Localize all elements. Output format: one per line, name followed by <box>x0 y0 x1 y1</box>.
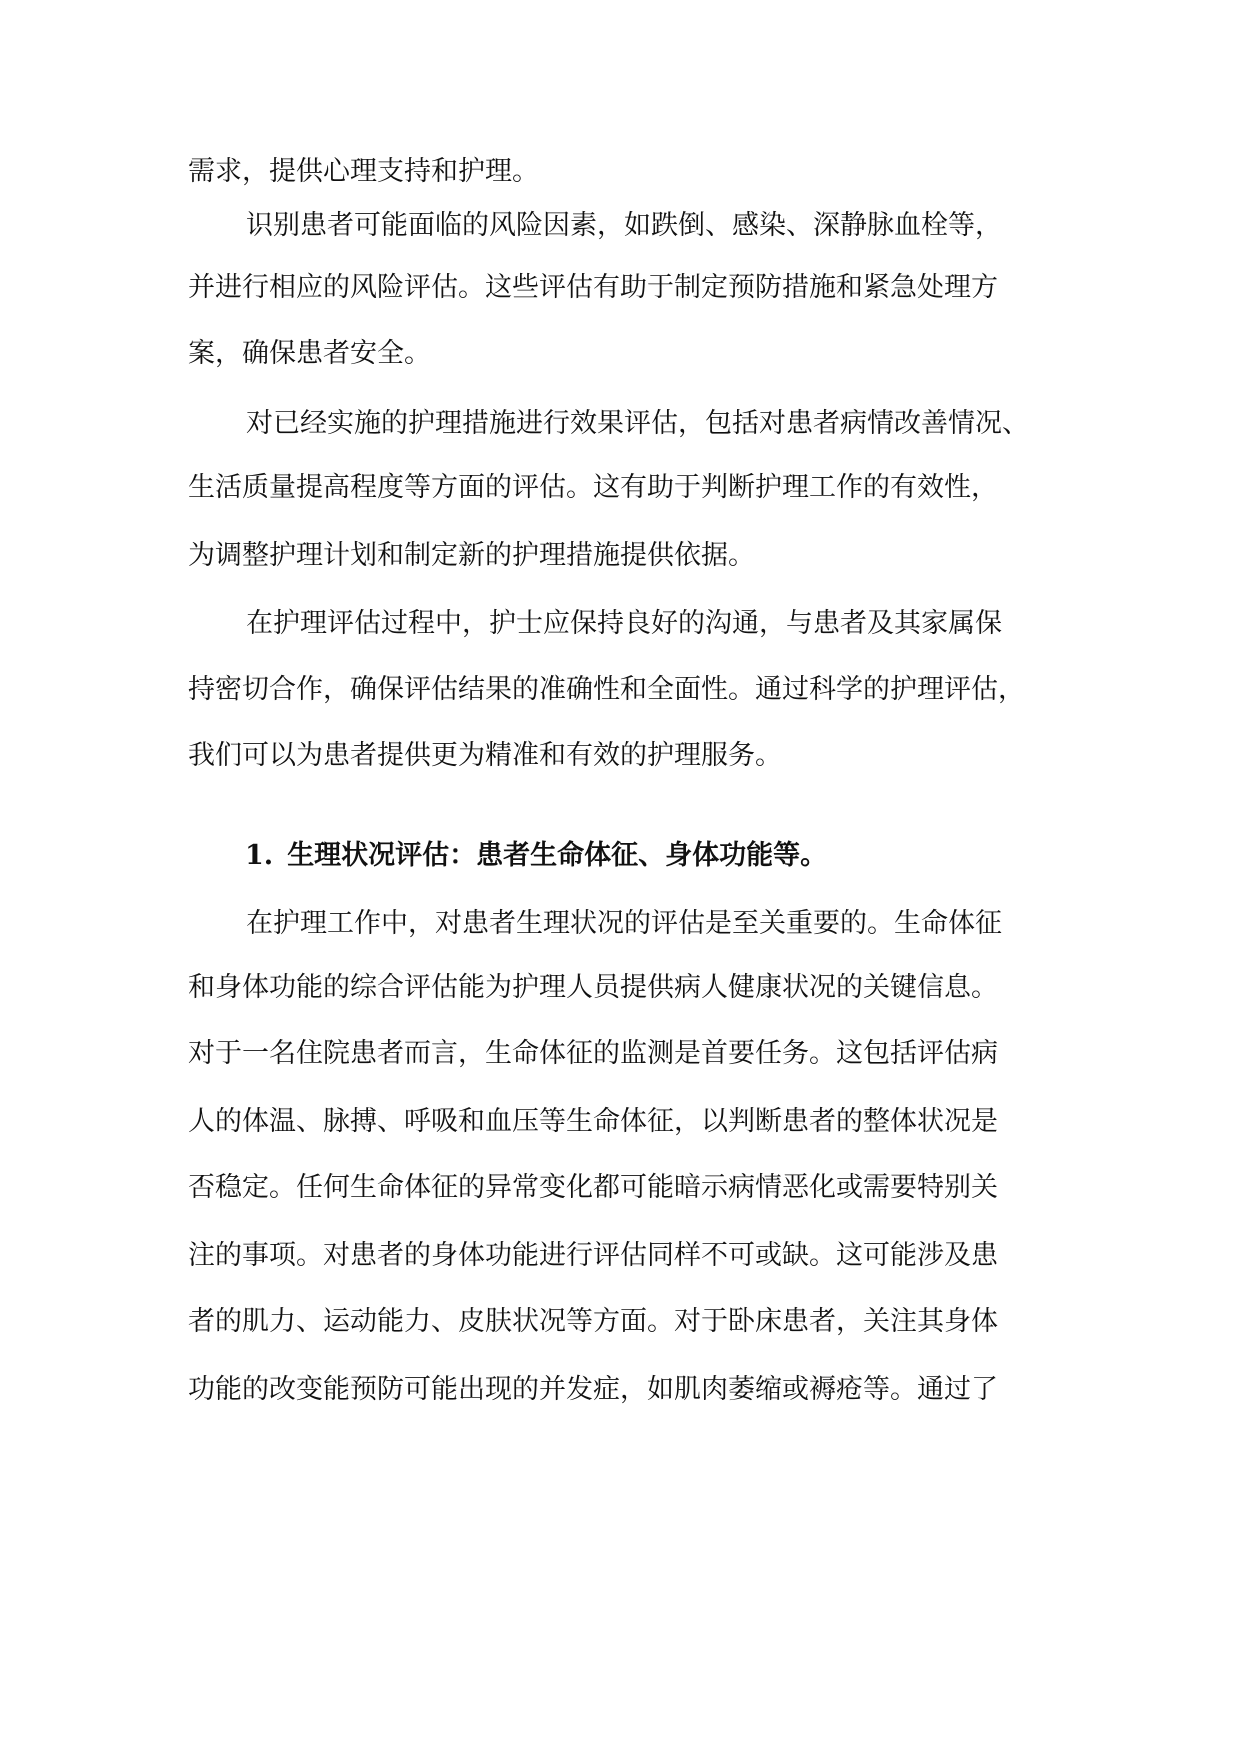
paragraph-line: 功能的改变能预防可能出现的并发症，如肌肉萎缩或褥疮等。通过了 <box>188 1374 998 1405</box>
paragraph-line: 对于一名住院患者而言，生命体征的监测是首要任务。这包括评估病 <box>188 1038 998 1069</box>
section-heading <box>245 836 827 876</box>
paragraph-line: 注的事项。对患者的身体功能进行评估同样不可或缺。这可能涉及患 <box>188 1240 998 1271</box>
heading-number: 1. <box>245 840 274 871</box>
paragraph-line: 需求，提供心理支持和护理。 <box>188 156 539 187</box>
paragraph-line: 案，确保患者安全。 <box>188 338 431 369</box>
paragraph-line: 在护理评估过程中，护士应保持良好的沟通，与患者及其家属保 <box>246 608 1002 639</box>
paragraph-line: 识别患者可能面临的风险因素，如跌倒、感染、深静脉血栓等， <box>246 210 1002 241</box>
paragraph-line: 我们可以为患者提供更为精准和有效的护理服务。 <box>188 740 782 771</box>
paragraph-line: 对已经实施的护理措施进行效果评估，包括对患者病情改善情况、 <box>246 408 1029 439</box>
paragraph-line: 否稳定。任何生命体征的异常变化都可能暗示病情恶化或需要特别关 <box>188 1172 998 1203</box>
paragraph-line: 并进行相应的风险评估。这些评估有助于制定预防措施和紧急处理方 <box>188 272 998 303</box>
paragraph-line: 生活质量提高程度等方面的评估。这有助于判断护理工作的有效性， <box>188 472 998 503</box>
paragraph-line: 者的肌力、运动能力、皮肤状况等方面。对于卧床患者，关注其身体 <box>188 1306 998 1337</box>
paragraph-line: 在护理工作中，对患者生理状况的评估是至关重要的。生命体征 <box>246 908 1002 939</box>
heading-text: 生理状况评估：患者生命体征、身体功能等。 <box>287 840 828 871</box>
paragraph-line: 持密切合作，确保评估结果的准确性和全面性。通过科学的护理评估， <box>188 674 1025 705</box>
paragraph-line: 为调整护理计划和制定新的护理措施提供依据。 <box>188 540 755 571</box>
paragraph-line: 人的体温、脉搏、呼吸和血压等生命体征，以判断患者的整体状况是 <box>188 1106 998 1137</box>
paragraph-line: 和身体功能的综合评估能为护理人员提供病人健康状况的关键信息。 <box>188 972 998 1003</box>
